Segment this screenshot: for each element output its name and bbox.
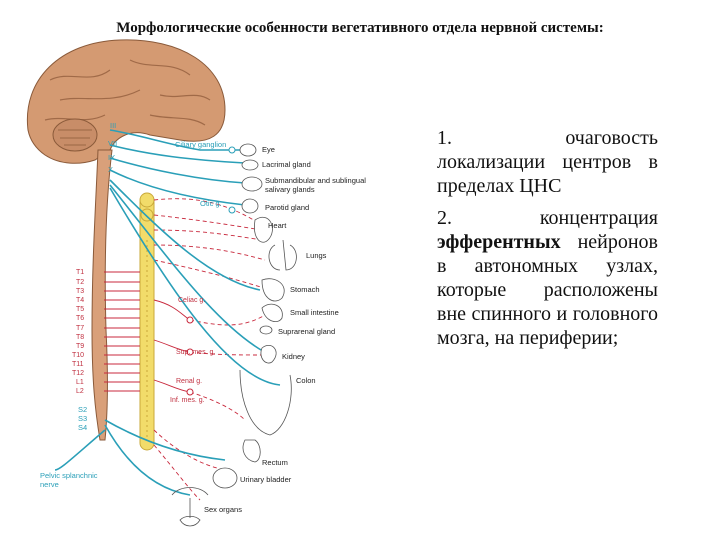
- organ-label: Sex organs: [204, 505, 242, 514]
- sacral-level-label: S2: [78, 405, 88, 414]
- spinal-level-label: T11: [72, 361, 84, 368]
- organ-label: Submandibular and sublingual salivary glands: [265, 176, 366, 194]
- lungs-organ: [269, 240, 296, 270]
- spinal-level-label: L2: [76, 388, 84, 395]
- spinal-level-label: T6: [76, 315, 85, 322]
- organ-label: Eye: [262, 145, 275, 154]
- point-2-prefix: 2. концентрация: [437, 207, 658, 229]
- slide-title: Морфологические особенности вегетативного отдела нервной системы:: [116, 20, 604, 36]
- organ-labels: [204, 145, 366, 514]
- spinal-level-label: T2: [76, 279, 85, 286]
- point-1-text: 1. очаговость локализации центров в пределах ЦНС: [437, 127, 658, 197]
- spinal-level-label: T8: [76, 334, 85, 341]
- cranial-nerve-label: X: [108, 165, 114, 174]
- suprarenal-gland-organ: [260, 326, 272, 334]
- point-2-suffix: нейронов в автономных узлах, которые расположены вне спинного и головного мозга, на периферии;: [437, 231, 658, 349]
- organ-label: Stomach: [290, 285, 320, 294]
- slide-text-block: [437, 126, 658, 358]
- lacrimal-gland-organ: [242, 160, 258, 170]
- spinal-level-label: T12: [72, 370, 85, 377]
- sacral-level-labels: [78, 405, 87, 432]
- ganglion-labels: [40, 140, 226, 489]
- parotid-gland-organ: [242, 199, 258, 213]
- organ-label: Lungs: [306, 251, 327, 260]
- renal-ganglion-label: Renal g.: [176, 378, 203, 385]
- organ-label: Suprarenal gland: [278, 327, 336, 336]
- colon-organ: [240, 370, 291, 435]
- sex-organs-organ: [172, 488, 208, 527]
- urinary-bladder-organ: [213, 468, 237, 488]
- pelvic-splanchnic-nerve-label: Pelvic splanchnic nerve: [40, 471, 98, 489]
- spinal-level-label: T5: [76, 306, 85, 313]
- spinal-level-label: T10: [72, 352, 85, 359]
- spinal-level-label: T1: [76, 269, 85, 276]
- organ-label: Heart: [268, 221, 287, 230]
- organ-label: Small intestine: [290, 308, 339, 317]
- organ-label: Urinary bladder: [240, 475, 292, 484]
- spinal-level-label: T7: [76, 325, 85, 332]
- organ-label: Lacrimal gland: [262, 160, 311, 169]
- sup-mes-ganglion-label: Sup. mes. g.: [176, 349, 216, 356]
- point-1: [437, 126, 658, 198]
- celiac-ganglion-label: Celiac g.: [178, 297, 206, 304]
- spinal-level-label: T4: [76, 297, 85, 304]
- spinal-level-label: L1: [76, 379, 84, 386]
- spinal-level-label: T9: [76, 343, 85, 350]
- salivary-glands-organ: [242, 177, 262, 191]
- spinal-level-label: T3: [76, 288, 85, 295]
- sacral-level-label: S4: [78, 423, 88, 432]
- eye-organ: [240, 144, 256, 156]
- cranial-nerve-label: VII: [108, 139, 118, 148]
- spinal-level-labels: [72, 269, 84, 395]
- organ-label: Kidney: [282, 352, 305, 361]
- sacral-level-label: S3: [78, 414, 88, 423]
- cranial-nerve-label: IX: [108, 153, 116, 162]
- ciliary-ganglion-label: Ciliary ganglion: [175, 140, 227, 149]
- cranial-nerve-label: III: [110, 121, 117, 130]
- organ-label: Parotid gland: [265, 203, 310, 212]
- point-2-bold: эфферентных: [437, 231, 561, 253]
- inf-mes-ganglion-label: Inf. mes. g.: [170, 397, 205, 404]
- point-2: [437, 206, 658, 350]
- organ-label: Rectum: [262, 458, 288, 467]
- cranial-nerve-labels: [108, 121, 117, 174]
- otic-ganglion-label: Otic g.: [200, 199, 222, 208]
- small-intestine-organ: [262, 304, 282, 321]
- organ-label: Colon: [296, 376, 316, 385]
- kidney-organ: [261, 345, 276, 363]
- rectum-organ: [243, 440, 260, 462]
- ganglion-nodes: [187, 147, 235, 395]
- stomach-organ: [262, 279, 284, 301]
